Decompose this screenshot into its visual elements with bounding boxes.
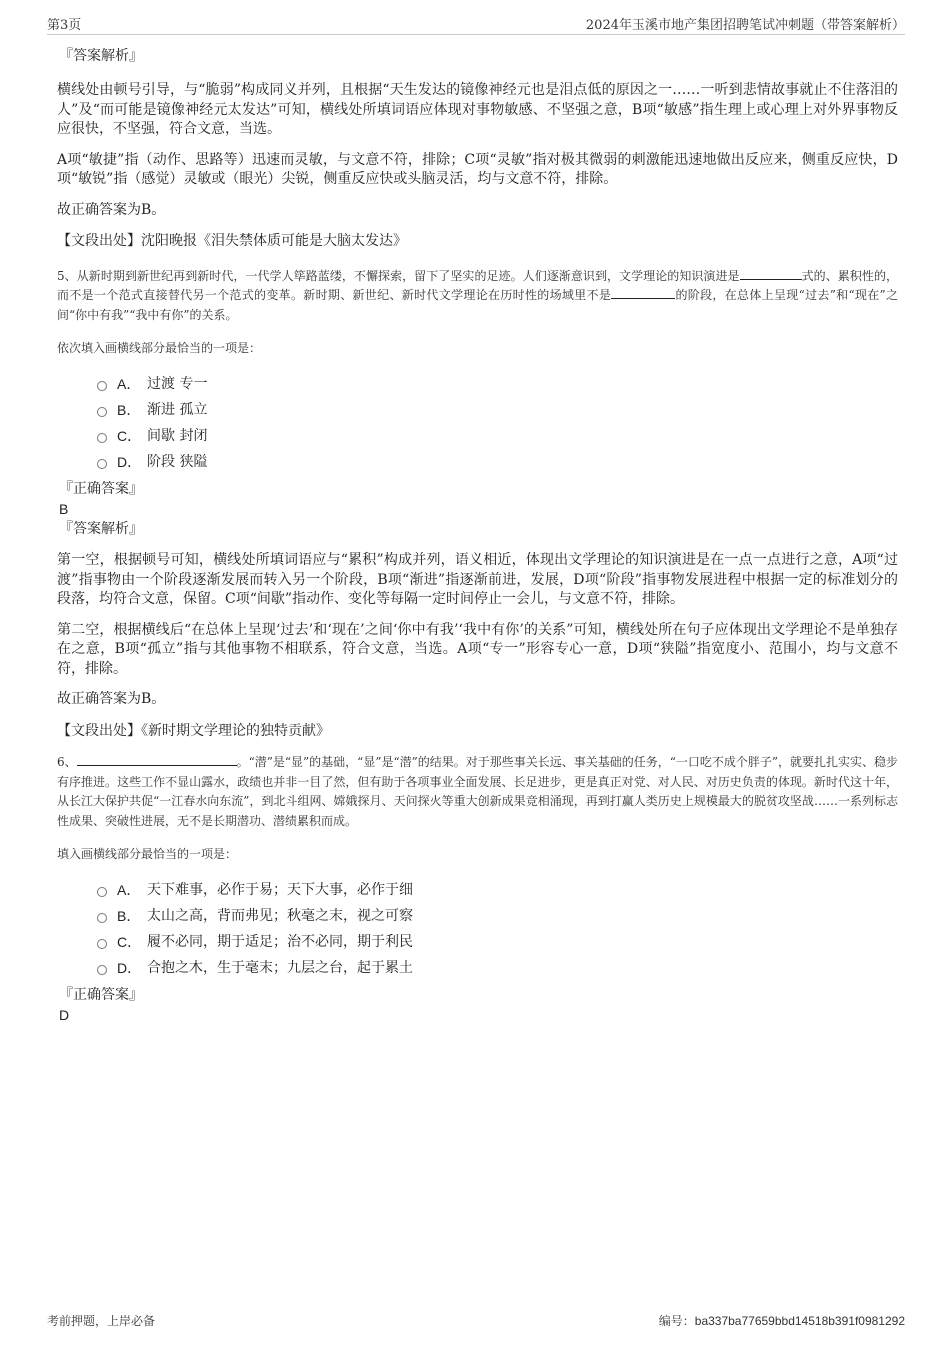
q5-analysis-p2: 第二空，根据横线后“在总体上呈现‘过去’和‘现在’之间‘你中有我’‘我中有你’的关系”可知，横线处所在句子应体现出文学理论不是单独存在之意，B项“孤立”指与其他事物不相联系，符合文意，当选。A项“专一”形容专心一意，D项“狭隘”指宽度小、范围小，均与文意不符，排除。: [57, 621, 898, 677]
document-title: 2024年玉溪市地产集团招聘笔试冲刺题（带答案解析）: [585, 18, 905, 33]
q5-analysis-p1: 第一空，根据顿号可知，横线处所填词语应与“累积”构成并列，语义相近，体现出文学理论的知识演进是在一点一点进行之意，A项“过渡”指事物由一个阶段逐渐发展而转入另一个阶段，B项“渐进”指逐渐前进，发展，D项“阶段”指事物发展进程中根据一定的标准划分的段落，均符合文意，保留。C项“间歇”指动作、变化等每隔一定时间停止一会儿，与文意不符，排除。: [57, 552, 898, 607]
q5-analysis-label: 『答案解析』: [59, 521, 143, 537]
q4-analysis-p1: 横线处由顿号引导，与“脆弱”构成同义并列，且根据“天生发达的镜像神经元也是泪点低的原因之一……一听到悲情故事就止不住落泪的人”及“而可能是镜像神经元太发达”可知，横线处所填词语应体现对事物敏感、不坚强之意，B项“敏感”指生理上或心理上对外界事物反应很快，不坚强，符合文意，当选。: [57, 82, 898, 137]
q6-prompt: 填入画横线部分最恰当的一项是：: [57, 847, 238, 861]
q6-answer: D: [59, 1007, 70, 1023]
radio-icon[interactable]: [97, 433, 107, 443]
q6-option-a[interactable]: A． 天下难事，必作于易；天下大事，必作于细: [97, 877, 898, 903]
q4-analysis-p2: A项“敏捷”指（动作、思路等）迅速而灵敏，与文意不符，排除；C项“灵敏”指对极其微弱的刺激能迅速地做出反应来，侧重反应快，D项“敏锐”指（感觉）灵敏或（眼光）尖锐，侧重反应快或头脑灵活，均与文意不符，排除。: [57, 151, 898, 187]
q6-blank: [77, 753, 237, 766]
radio-icon[interactable]: [97, 459, 107, 469]
q5-options: [97, 371, 898, 475]
radio-icon[interactable]: [97, 407, 107, 417]
q6-answer-label: 『正确答案』: [59, 987, 143, 1003]
q5-question: 5、从新时期到新世纪再到新时代，一代学人筚路蓝缕，不懈探索，留下了坚实的足迹。人们逐渐意识到，文学理论的知识演进是 式的、累积性的，而不是一个范式直接替代另一个范式的变革。新时期、新世纪、新时代文学理论在历时性的场域里不是 的阶段，在总体上呈现“过去”和“现在”之间“你中有我”“我中有你”的关系。: [57, 268, 898, 322]
q5-option-c[interactable]: C． 间歇 封闭: [97, 423, 898, 449]
q6-option-c[interactable]: C． 履不必同，期于适足；治不必同，期于利民: [97, 929, 898, 955]
q4-conclusion: 故正确答案为B。: [57, 201, 166, 218]
q4-analysis-label: 『答案解析』: [59, 48, 143, 64]
q6-option-d[interactable]: D． 合抱之木，生于毫末；九层之台，起于累土: [97, 955, 898, 981]
radio-icon[interactable]: [97, 913, 107, 923]
q5-answer-label: 『正确答案』: [59, 481, 143, 497]
page-number: 第3页: [47, 18, 82, 33]
q5-conclusion: 故正确答案为B。: [57, 691, 166, 707]
q5-source: 【文段出处】《新时期文学理论的独特贡献》: [57, 722, 330, 739]
q5-option-a[interactable]: A． 过渡 专一: [97, 371, 898, 397]
radio-icon[interactable]: [97, 381, 107, 391]
document-body: [57, 46, 898, 1025]
radio-icon[interactable]: [97, 887, 107, 897]
q5-answer: B: [59, 501, 69, 517]
q6-question: 6、 。“潜”是“显”的基础，“显”是“潜”的结果。对于那些事关长远、事关基础的任务，“一口吃不成个胖子”，就要扎扎实实、稳步有序推进。这些工作不显山露水，政绩也并非一目了然，但有助于各项事业全面发展、长足进步，更是真正对党、对人民、对历史负责的体现。新时代这十年，从长江大保护共促“一江春水向东流”，到北斗组网、嫦娥探月、天问探火等重大创新成果竞相涌现，再到打赢人类历史上规模最大的脱贫攻坚战……一系列标志性成果、突破性进展，无不是长期潜功、潜绩累积而成。: [57, 755, 898, 828]
radio-icon[interactable]: [97, 939, 107, 949]
q5-blank-2: [611, 286, 675, 299]
radio-icon[interactable]: [97, 965, 107, 975]
q4-source: 【文段出处】沈阳晚报《泪失禁体质可能是大脑太发达》: [57, 233, 407, 249]
q5-option-b[interactable]: B． 渐进 孤立: [97, 397, 898, 423]
footer-slogan: 考前押题，上岸必备: [47, 1314, 156, 1328]
q5-blank-1: [740, 267, 802, 280]
q5-option-d[interactable]: D． 阶段 狭隘: [97, 449, 898, 475]
q6-options: [97, 877, 898, 981]
q5-prompt: 依次填入画横线部分最恰当的一项是：: [57, 341, 262, 355]
q6-option-b[interactable]: B． 太山之高，背而弗见；秋毫之末，视之可察: [97, 903, 898, 929]
page-header: [47, 12, 905, 35]
document-id: 编号：ba337ba77659bbd14518b391f0981292: [658, 1314, 905, 1328]
